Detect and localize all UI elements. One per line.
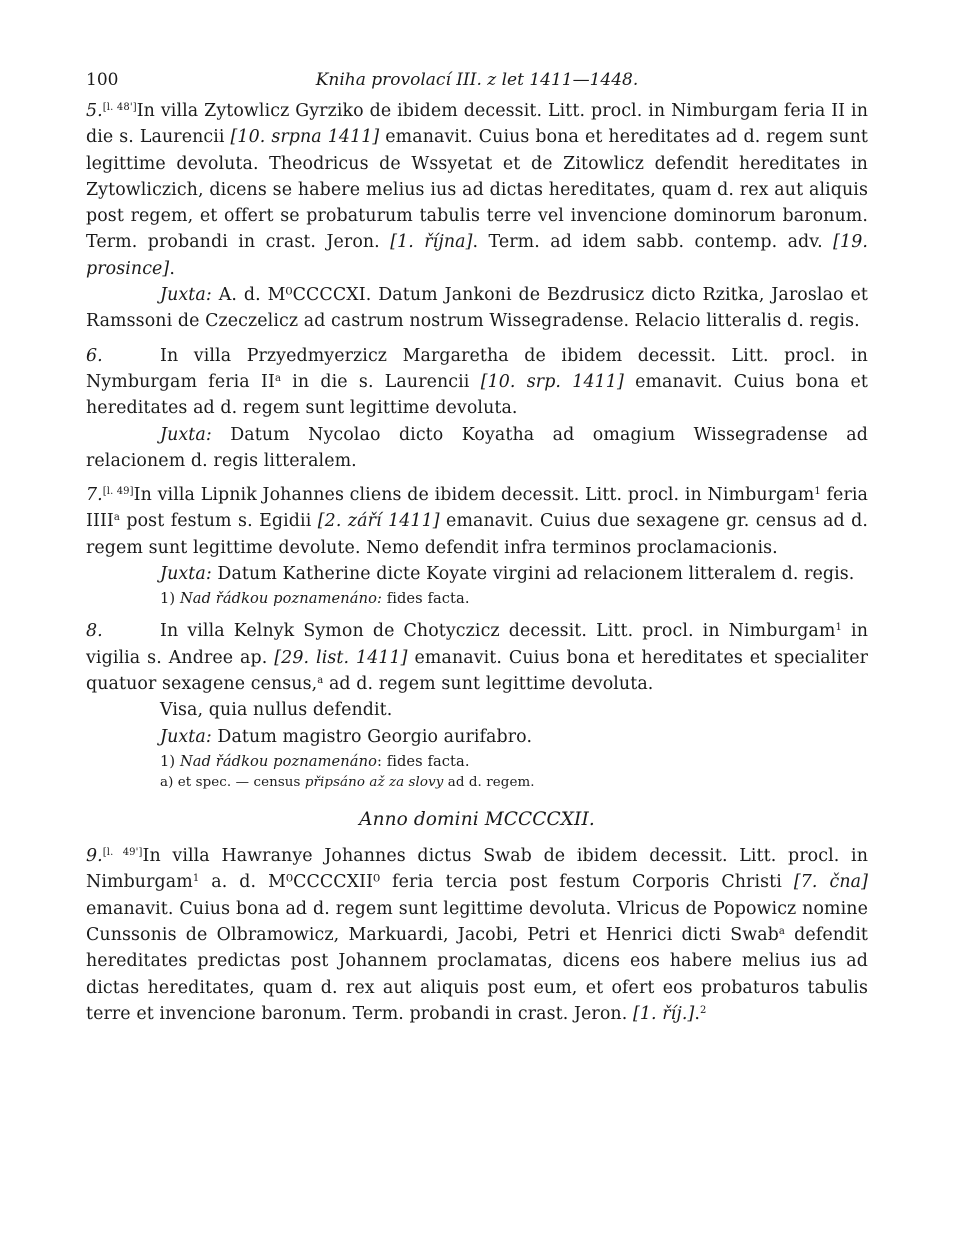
footnote: [86, 750, 868, 773]
text-run: ad d. regem sunt legittime devoluta.: [323, 673, 654, 694]
text-run: .: [694, 1003, 700, 1024]
juxta-label: Juxta:: [160, 285, 212, 306]
juxta-label: Juxta:: [160, 726, 212, 747]
entry-7: [86, 482, 868, 610]
page-header: [86, 58, 868, 98]
entry-paragraph: [86, 843, 868, 1027]
text-run: feria IIII: [86, 485, 868, 532]
footnote-text: fides facta.: [381, 590, 470, 608]
juxta-line: [86, 282, 868, 335]
text-run: emanavit. Cuius due sexagene gr. census ad d. regem sunt legittime devolute. Nemo defendit infra terminos proclamacionis.: [86, 511, 869, 558]
footnote-mark: a): [160, 774, 174, 790]
document-page: [86, 58, 868, 1035]
entry-paragraph: [86, 98, 868, 282]
superscript: a: [113, 512, 120, 524]
page-number: 100: [86, 70, 119, 90]
footnote: [86, 773, 868, 793]
footnote-text: et spec. — census: [177, 774, 305, 790]
entry-paragraph: [86, 482, 868, 561]
date-note: [2. září 1411]: [317, 511, 440, 532]
juxta-text: A. d. M⁰CCCCXI. Datum Jankoni de Bezdrusicz dicto Rzitka, Jaroslao et Ramssoni de Czeczelicz ad castrum nostrum Wissegradense. Relacio litteralis d. regis.: [86, 285, 868, 332]
text-run: emanavit. Cuius bona et hereditates ad d. regem sunt legittime devoluta. Theodricus de Wssyetat et de Zitowlicz defendit hereditates in Zytowliczich, dicens se habere melius ius ad dictas hereditates, quam d. rex aut aliquis post regem, et offert se probaturum tabulis terre vel invencione dominorum baronum. Term. probandi in crast. Jeron.: [86, 127, 868, 253]
juxta-label: Juxta:: [160, 424, 212, 445]
text-run: emanavit. Cuius bona ad d. regem sunt legittime devoluta. Vlricus de Popowicz nomine Cunssonis de Olbramowicz, Markuardi, Jacobi, Petri et Henrici dicti Swab: [86, 898, 868, 946]
footnote-mark: a: [778, 926, 785, 938]
text-run: in die s. Laurencii: [281, 371, 481, 392]
juxta-text: Datum Nycolao dicto Koyatha ad omagium Wissegradense ad relacionem d. regis litteralem.: [86, 424, 868, 471]
text-run: .: [169, 258, 175, 279]
juxta-text: Datum Katherine dicte Koyate virgini ad relacionem litteralem d. regis.: [211, 564, 855, 585]
entry-number: 6.: [86, 345, 103, 366]
footnote-label: připsáno až za slovy: [304, 774, 444, 790]
entry-5: [86, 98, 868, 335]
text-run: defendit hereditates predictas post Johannem proclamatas, dicens eos habere melius ius ad dictas hereditates, quam d. rex aut aliquis post eum, et ofert eos probaturos tabulis terre et invencione baronum. Term. probandi in crast. Jeron.: [86, 925, 869, 1024]
text-run: a. d. M⁰CCCCXII⁰ feria tercia post festum Corporis Christi: [199, 872, 794, 893]
date-note: [19. prosince]: [86, 232, 868, 279]
juxta-line: [86, 422, 868, 475]
date-note: [1. října]: [390, 232, 473, 253]
footnote-label: Nad řádkou poznamenáno: [179, 752, 377, 770]
text-run: In villa Kelnyk Symon de Chotyczicz decessit. Litt. procl. in Nimburgam: [160, 621, 836, 642]
date-note: [7. čna]: [793, 872, 868, 893]
juxta-text: Datum magistro Georgio aurifabro.: [211, 726, 533, 747]
folio-ref: [l. 48']: [102, 102, 137, 113]
body-text: [86, 98, 868, 1027]
date-note: [10. srpna 1411]: [230, 127, 380, 148]
footnote-mark: 1): [160, 752, 176, 770]
text-run: In villa Hawranye Johannes dictus Swab de ibidem decessit. Litt. procl. in Nimburgam: [86, 846, 868, 893]
text-run: In villa Przyedmyerzicz Margaretha de ibidem decessit. Litt. procl. in Nymburgam feria II: [86, 345, 868, 392]
text-run: . Term. ad idem sabb. contemp. adv.: [472, 232, 834, 253]
superscript: a: [274, 372, 281, 384]
date-note: [10. srp. 1411]: [480, 371, 624, 392]
footnote-mark: a: [317, 674, 324, 686]
entry-number: 9.: [86, 846, 103, 867]
entry-paragraph: [86, 618, 868, 697]
entry-number: 5.: [86, 101, 103, 121]
text-run: In villa Zytowlicz Gyrziko de ibidem decessit. Litt. procl. in Nimburgam feria II in die s. Laurencii: [86, 101, 868, 148]
entry-number: 7.: [86, 485, 103, 506]
entry-9: [86, 843, 868, 1027]
entry-8: [86, 618, 868, 792]
text-run: post festum s. Egidii: [119, 511, 318, 532]
entry-number: 8.: [86, 621, 103, 642]
text-run: In villa Lipnik Johannes cliens de ibidem decessit. Litt. procl. in Nimburgam: [133, 485, 815, 506]
running-title: Kniha provolací III. z let 1411—1448.: [315, 70, 639, 90]
date-note: [29. list. 1411]: [274, 647, 408, 668]
folio-ref: [l. 49]: [102, 486, 134, 498]
visa-line: Visa, quia nullus defendit.: [160, 700, 393, 721]
footnote-mark: 1): [160, 590, 176, 608]
footnote-text: ad d. regem.: [443, 774, 535, 790]
footnote-label: Nad řádkou poznamenáno:: [179, 590, 382, 608]
text-run: emanavit. Cuius bona et hereditates ad d. regem sunt legittime devoluta.: [86, 371, 868, 419]
entry-6: [86, 343, 868, 474]
entry-paragraph: [86, 343, 868, 422]
footnote-text: : fides facta.: [376, 752, 470, 770]
footnote-mark: 1: [814, 486, 821, 498]
footnote: [86, 587, 868, 610]
text-run: emanavit. Cuius bona et hereditates et specialiter quatuor sexagene census,: [86, 647, 868, 694]
footnote-mark: 2: [700, 1004, 707, 1016]
date-note: [1. říj.]: [632, 1003, 695, 1024]
footnote-mark: 1: [192, 873, 200, 885]
footnote-mark: 1: [835, 622, 842, 634]
year-heading: Anno domini MCCCCXII.: [359, 808, 595, 830]
juxta-line: [86, 561, 868, 587]
juxta-line: [86, 724, 868, 750]
juxta-label: Juxta:: [160, 564, 212, 585]
text-run: in vigilia s. Andree ap.: [86, 621, 868, 668]
folio-ref: [l. 49']: [102, 847, 143, 859]
